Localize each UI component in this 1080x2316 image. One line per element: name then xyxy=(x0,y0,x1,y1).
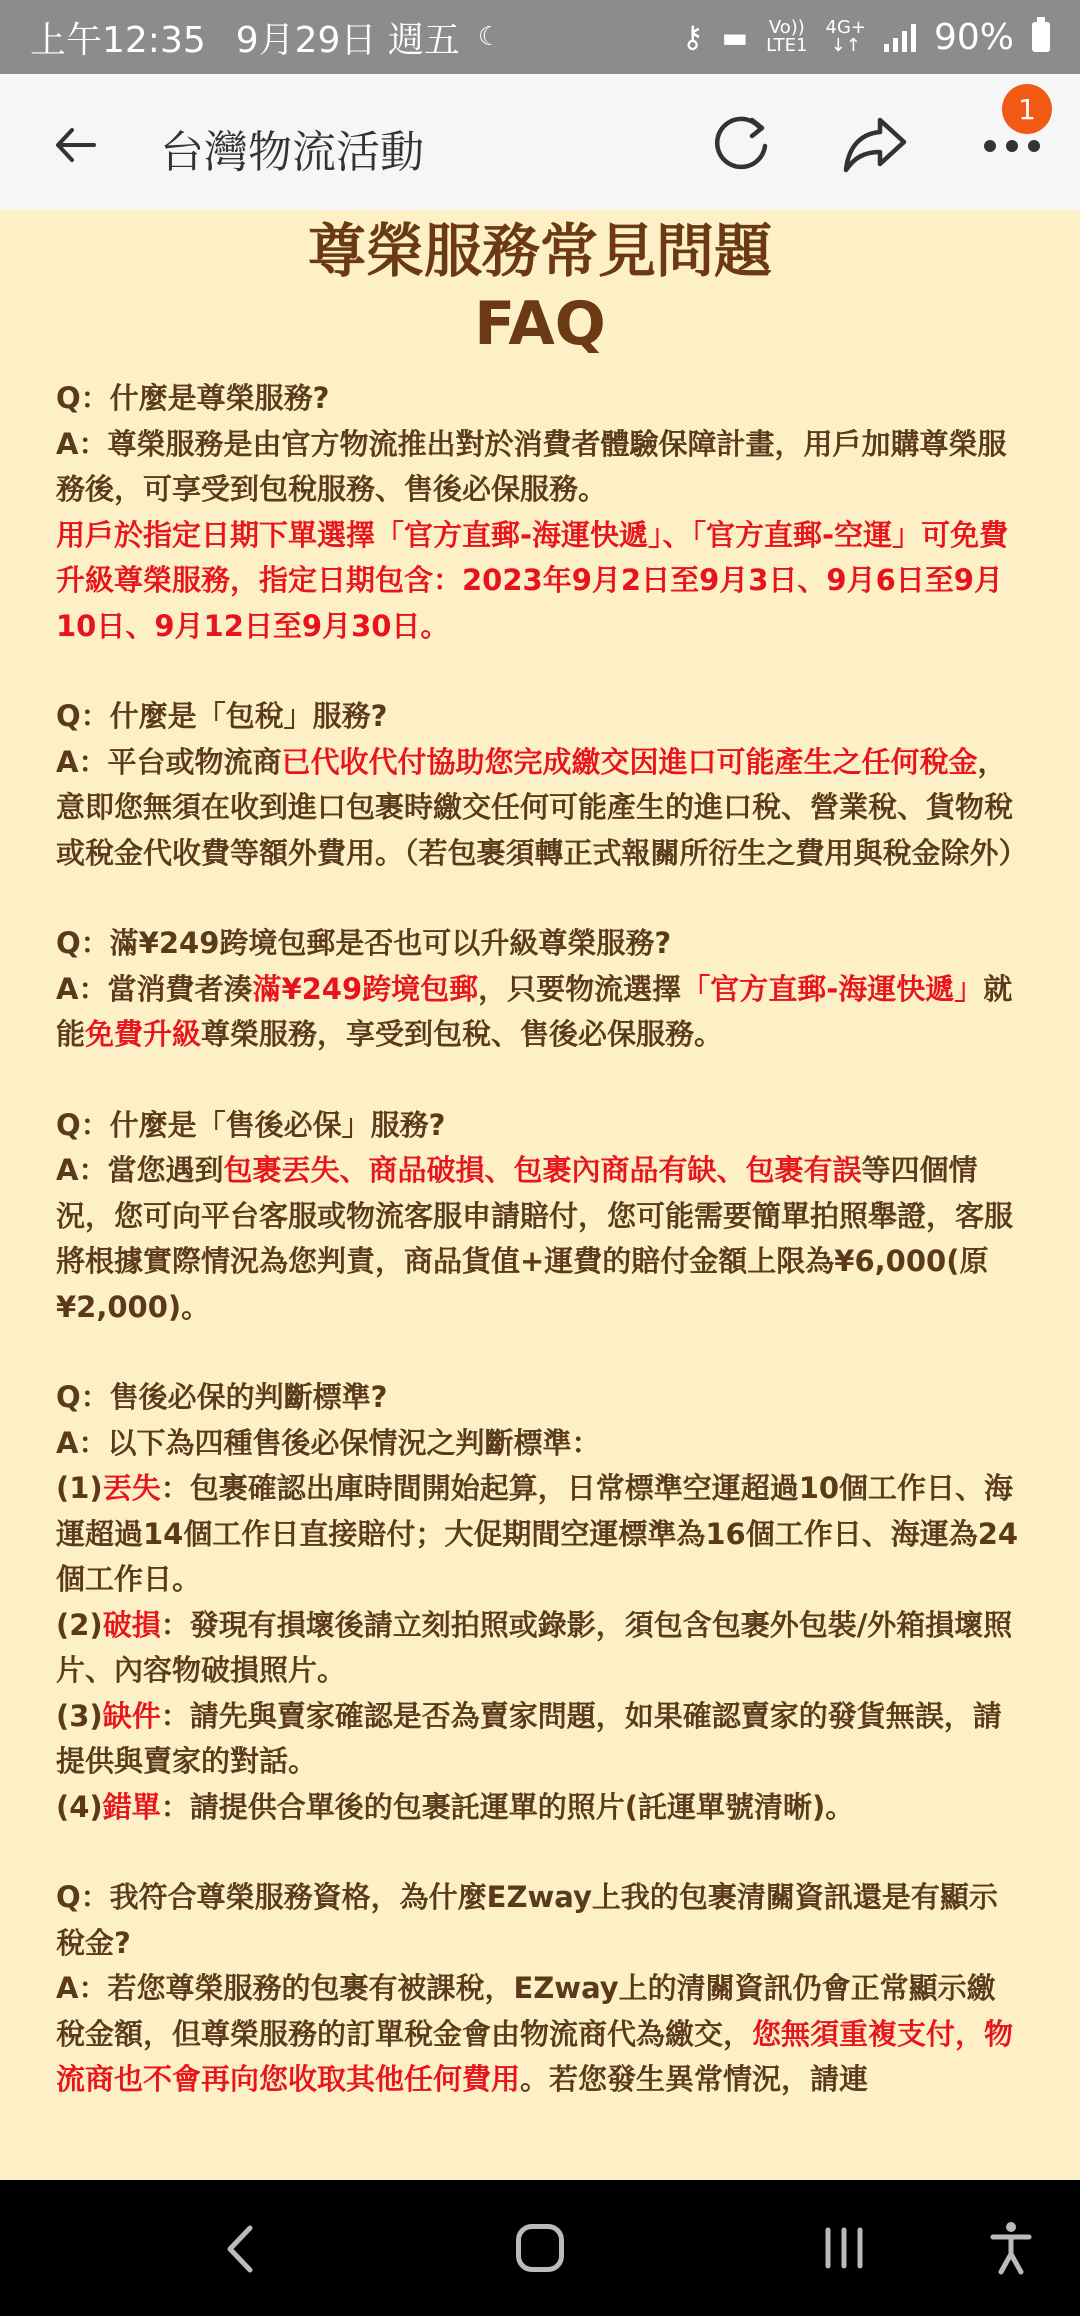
faq-promo-note: 用戶於指定日期下單選擇「官方直郵-海運快遞」、「官方直郵-空運」可免費升級尊榮服務，指定日期包含：2023年9月2日至9月3日、9月6日至9月10日、9月12日至9月30日。 xyxy=(56,517,1009,643)
faq-answer: A：當您遇到包裹丟失、商品破損、包裹內商品有缺、包裹有誤等四個情況，您可向平台客服或物流客服申請賠付，您可能需要簡單拍照舉證，客服將根據實際情況為您判責，商品貨值+運費的賠付金額上限為¥6,000(原¥2,000)。 xyxy=(56,1153,1014,1324)
faq-answer: A：若您尊榮服務的包裹有被課稅，EZway上的清關資訊仍會正常顯示繳稅金額，但尊榮服務的訂單稅金會由物流商代為繳交，您無須重複支付，物流商也不會再向您收取其他任何費用。若您發生異常情況，請連 xyxy=(56,1971,1014,2096)
status-bar xyxy=(0,0,1080,74)
system-nav-bar xyxy=(0,2180,1080,2316)
faq-content xyxy=(0,210,1080,2180)
page-title: 台灣物流活動 xyxy=(160,127,424,178)
back-arrow-icon[interactable] xyxy=(50,120,100,170)
faq-answer: A：當消費者湊滿¥249跨境包郵，只要物流選擇「官方直郵-海運快遞」就能免費升級尊榮服務，享受到包稅、售後必保服務。 xyxy=(56,971,1013,1051)
nav-recent-apps-icon[interactable] xyxy=(820,2224,868,2272)
faq-heading: 尊榮服務常見問題 xyxy=(307,217,772,285)
nav-back-icon[interactable] xyxy=(220,2222,260,2276)
faq-question: Q：什麼是「售後必保」服務? xyxy=(56,1107,446,1142)
network-type-indicator: 4G+ ↓↑ xyxy=(825,17,866,56)
key-icon: ⚷ xyxy=(681,19,704,55)
faq-answer: A：以下為四種售後必保情況之判斷標準： xyxy=(56,1425,601,1460)
app-header xyxy=(0,74,1080,210)
status-time: 上午12:35 xyxy=(30,19,206,61)
criteria-item: (2)破損：發現有損壞後請立刻拍照或錄影，須包含包裹外包裝/外箱損壞照片、內容物破損照片。 xyxy=(56,1607,1013,1687)
criteria-item: (3)缺件：請先與賣家確認是否為賣家問題，如果確認賣家的發貨無誤，請提供與賣家的對話。 xyxy=(56,1698,1002,1778)
bed-icon: ▬ xyxy=(721,20,749,54)
share-icon[interactable] xyxy=(842,114,908,174)
signal-icon xyxy=(884,22,916,52)
moon-icon: ☾ xyxy=(477,22,502,52)
criteria-item: (1)丟失：包裹確認出庫時間開始起算，日常標準空運超過10個工作日、海運超過14個工作日直接賠付；大促期間空運標準為16個工作日、海運為24個工作日。 xyxy=(56,1471,1019,1596)
faq-answer: A：尊榮服務是由官方物流推出對於消費者體驗保障計畫，用戶加購尊榮服務後，可享受到包稅服務、售後必保服務。 xyxy=(56,426,1007,506)
status-date: 9月29日 週五 xyxy=(235,19,460,61)
notification-badge: 1 xyxy=(1002,84,1052,134)
volte-indicator: Vo)) LTE1 xyxy=(766,17,808,56)
faq-subheading: FAQ xyxy=(474,289,606,359)
faq-question: Q：什麼是尊榮服務? xyxy=(56,381,330,415)
faq-answer: A：平台或物流商已代收代付協助您完成繳交因進口可能產生之任何稅金，意即您無須在收到進口包裹時繳交任何可能產生的進口稅、營業稅、貨物稅或稅金代收費等額外費用。（若包裹須轉正式報關所衍生之費用與稅金除外） xyxy=(56,744,1028,870)
faq-question: Q：售後必保的判斷標準? xyxy=(56,1380,388,1414)
criteria-item: (4)錯單：請提供合單後的包裹託運單的照片(託運單號清晰)。 xyxy=(56,1789,855,1824)
nav-home-icon[interactable] xyxy=(516,2224,564,2272)
faq-question: Q：什麼是「包稅」服務? xyxy=(56,699,388,733)
faq-question: Q：滿¥249跨境包郵是否也可以升級尊榮服務? xyxy=(56,926,672,960)
faq-question: Q：我符合尊榮服務資格，為什麼EZway上我的包裹清關資訊還是有顯示稅金? xyxy=(56,1880,998,1960)
refresh-icon[interactable] xyxy=(708,110,774,176)
accessibility-icon[interactable] xyxy=(990,2220,1032,2276)
battery-percent: 90% xyxy=(933,16,1014,58)
battery-icon xyxy=(1032,22,1050,52)
